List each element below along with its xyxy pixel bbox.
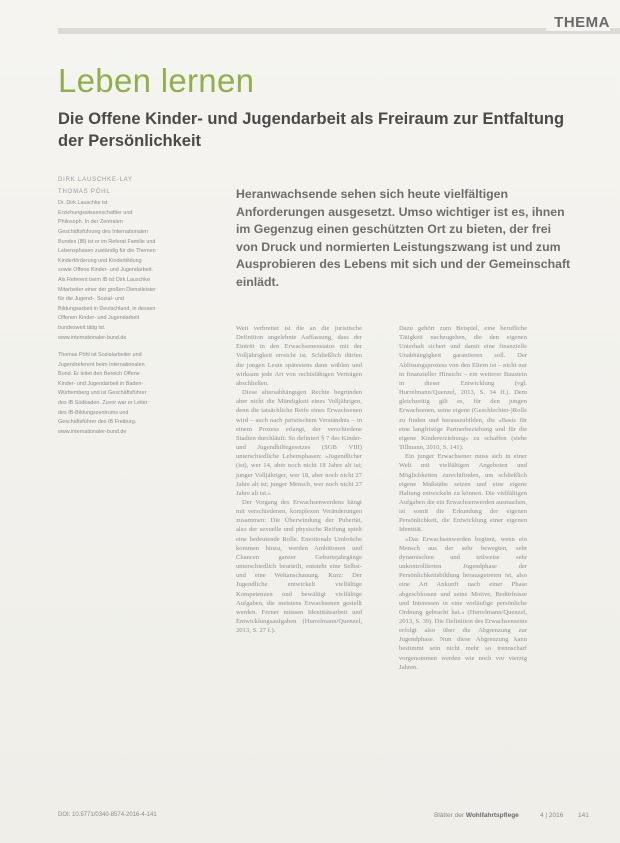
author-bio (58, 199, 156, 437)
doi-reference: DOI: 10.5771/0340-8574-2016-4-141 (58, 812, 157, 818)
body-paragraph: Weit verbreitet ist die an die juristische Definition angelehnte Auffassung, dass der Eintritt in den Erwachsenenstatus mit der Volljährigkeit erreicht ist. Schließlich dürfen die jungen Leute spätestens dann wählen und wirksam jede Art von rechtsfähigen Verträgen abschließen. (236, 325, 362, 387)
journal-prefix: Blätter der (434, 812, 464, 819)
author-bio-text-2: Thomas Pöhl ist Sozialarbeiter und Jugendreferent beim Internationalen Bund. Er leitet den Bereich Offene Kinder- und Jugendarbeit in Baden-Württemberg und ist Geschäftsführer des IB Südbaden. Zuvor war er Leiter des IB-Bildungszentrums und Geschäftsführer des IB Freiburg. (58, 352, 148, 426)
body-column-2 (399, 324, 527, 672)
author-bio-text-1: Dr. Dirk Lauschke ist Erziehungswissenschaftler und Philosoph. In der Zentralen Geschäftsführung des Internationalen Bundes (IB) ist er im Referat Familie und Lebensphasen zuständig für die Themen Kinderförderung und Kinderbildung sowie Offene Kinder- und Jugendarbeit. Als Referent beim IB ist Dirk Lauschke Mitarbeiter einer der großen Dienstleister für die Jugend-, Sozial- und Bildungsarbeit in Deutschland, in dessen Offenen Kinder- und Jugendarbeit bundesweit tätig ist. (58, 200, 156, 331)
author-bio-link-2[interactable]: www.internationaler-bund.de (58, 428, 127, 435)
body-paragraph: Dazu gehört zum Beispiel, eine berufliche Tätigkeit nachzugehen, die den eigenen Unterhalt sichert und damit eine finanzielle Unabhängigkeit garantieren soll. Der Ablösungsprozess von den Eltern ist – nicht nur in finanzieller Hinsicht – ein weiterer Baustein in dieser Entwicklung (vgl. Hurrelmann/Quenzel, 2013, S. 34 ff.). Dem gleichzeitig gilt es, für den jungen Erwachsenen, seine eigene (Geschlechter-)Rolle zu finden und herauszubilden, die »Basis für eine langfristige Partnerbeziehung und für die eigene Kindererziehung« zu schaffen (siehe Tillmann, 2010, S. 141). (399, 325, 527, 452)
journal-name (434, 812, 519, 819)
body-paragraph: »Das Erwachsenwerden beginnt, wenn ein Mensch aus der sehr bewegten, sehr dynamischen und teilweise sehr unkontrollierten Jugendphase der Persönlichkeitsbildung herausgetreten ist, also eine Art Ankunft nach einer Phase abgeschlossen und seine Motive, Bedürfnisse und Interessen in eine vorläufige persönliche Ordnung gebracht hat.« (Hurrelmann/Quenzel, 2013, S. 39). Die Definition des Erwachsenseins erfolgt also über die Abgrenzung zur Jugendphase. Nun diese Abgrenzung kann bestimmt sein nicht mehr so trennscharf vorgenommen werden wie noch vor vierzig Jahren. (399, 535, 528, 671)
article-title: Leben lernen (58, 62, 255, 99)
journal-title: Wohlfahrtspflege (465, 812, 519, 819)
body-paragraph: Ein junger Erwachsener muss sich in einer Welt mit vielfältigen Angeboten und Möglichkeiten zurechtfinden, um schließlich eigene Maßstäbe setzen und eine eigene Haltung entwickeln zu können. Die vielfältigen Aufgaben die ein Erwachsenwerden ausmachen, ist somit die Erkundung der eigenen Persönlichkeit, die Entwicklung einer eigenen Identität. (399, 453, 527, 534)
page-number: 141 (578, 812, 589, 819)
body-paragraph: Der Vorgang des Erwachsenwerdens hängt mit verschiedenen, komplexen Veränderungen zusammen: Die Überwindung der Pubertät, also der sexuelle und physische Reifung spielt eine bedeutende Rolle. Emotionale Umbrüche kommen hinzu, werden Ambitionen und Chancen ganzer Geburtsjahrgänge unterschiedlich beurteilt, entsteht eine Selbst- und eine Weltanschauung. Kurz: Der Jugendliche entwickelt vielfältige Kompetenzen und bewältigt vielfältige Aufgaben, die meistens Erwachsenen gestellt werden. Ferner müssen Identitätsarbeit und Entwicklungsaufgaben (Hurrelmann/Quenzel, 2013, S. 27 f.). (236, 498, 362, 635)
issue-number: 4 | 2016 (540, 812, 564, 819)
author-name: DIRK LAUSCHKE-LAY (58, 177, 133, 183)
page-footer (58, 808, 602, 822)
author-second-name: THOMAS PÖHL (58, 188, 111, 195)
header-rule (58, 28, 620, 34)
section-label: THEMA (546, 14, 610, 31)
author-bio-link-1[interactable]: www.internationaler-bund.de (58, 334, 127, 341)
article-lead: Heranwachsende sehen sich heute vielfältigen Anforderungen ausgesetzt. Umso wichtiger ist es, ihnen im Gegenzug einen geschützten Ort zu bieten, der frei von Druck und normierten Leistungszwang ist und zum Ausprobieren des Lebens mit sich und der Gemeinschaft einlädt. (236, 187, 571, 289)
author-sidebar (58, 176, 156, 445)
body-paragraph: Diese altersabhängigen Rechte begründen aber nicht die Mündigkeit eines Volljährigen, denn die tatsächliche Reife eines Erwachsenen wird – auch nach juristischem Verständnis – in einem Prozess erlangt, der verschiedene Stadien durchläuft: So definiert § 7 des Kinder- und Jugendhilfegesetzes (SGB VIII) unterschiedliche Lebensphasen: »Jugendlicher (ist), wer 14, aber noch nicht 18 Jahre alt ist; junger Volljähriger, wer 18, aber noch nicht 27 Jahre alt ist; junger Mensch, wer noch nicht 27 Jahre alt ist.« (236, 389, 362, 497)
body-column-1 (236, 324, 362, 635)
article-subtitle: Die Offene Kinder- und Jugendarbeit als Freiraum zur Entfaltung der Persönlichkeit (58, 110, 565, 150)
